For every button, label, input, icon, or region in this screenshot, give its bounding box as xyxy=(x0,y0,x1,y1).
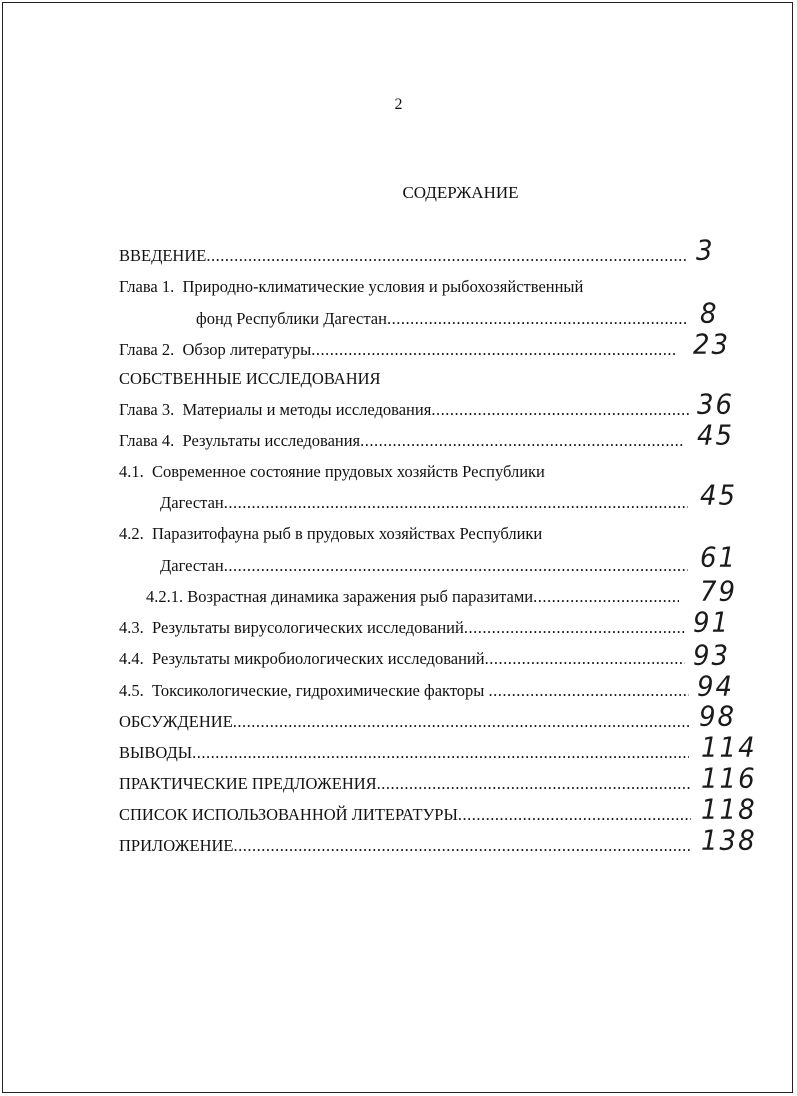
toc-entry-label: ПРАКТИЧЕСКИЕ ПРЕДЛОЖЕНИЯ xyxy=(119,774,377,793)
toc-entry-label: ПРИЛОЖЕНИЕ xyxy=(119,836,234,855)
toc-page-number: 23 xyxy=(693,329,731,361)
toc-entry-introduction[interactable] xyxy=(119,246,687,266)
toc-entry-practical-proposals[interactable] xyxy=(119,774,691,794)
toc-entry-label: Глава 4. Результаты исследования xyxy=(119,431,361,450)
toc-entry-label: 4.3. Результаты вирусологических исследований xyxy=(119,618,464,637)
toc-entry-chapter-1-line1[interactable]: Глава 1. Природно-климатические условия и рыбохозяйственный xyxy=(119,277,584,296)
toc-entry-label: Дагестан xyxy=(160,493,224,512)
toc-entry-label: 4.2.1. Возрастная динамика заражения рыб паразитами xyxy=(146,587,534,606)
toc-entry-chapter-4[interactable] xyxy=(119,431,685,451)
toc-page-number: 116 xyxy=(701,763,757,795)
toc-entry-label: 4.5. Токсикологические, гидрохимические факторы xyxy=(119,681,489,700)
page-border xyxy=(2,2,793,1093)
toc-page-number: 138 xyxy=(701,825,757,857)
toc-entry-4-2[interactable] xyxy=(160,556,688,576)
toc-entry-label: фонд Республики Дагестан xyxy=(196,309,387,328)
toc-page-number: 45 xyxy=(700,480,738,512)
toc-entry-label: СПИСОК ИСПОЛЬЗОВАННОЙ ЛИТЕРАТУРЫ xyxy=(119,805,458,824)
toc-entry-4-2-1[interactable] xyxy=(146,587,679,607)
toc-entry-discussion[interactable] xyxy=(119,712,689,732)
toc-page-number: 94 xyxy=(697,671,735,703)
toc-page-number: 91 xyxy=(693,607,731,639)
toc-entry-4-4[interactable] xyxy=(119,649,685,669)
toc-entry-4-2-line1[interactable]: 4.2. Паразитофауна рыб в прудовых хозяйствах Республики xyxy=(119,524,543,543)
toc-page-number: 36 xyxy=(697,389,735,421)
toc-entry-appendix[interactable] xyxy=(119,836,691,856)
toc-entry-4-5[interactable] xyxy=(119,681,689,701)
toc-entry-4-3[interactable] xyxy=(119,618,685,638)
toc-page-number: 61 xyxy=(700,542,738,574)
toc-entry-4-1[interactable] xyxy=(160,493,688,513)
page-title: СОДЕРЖАНИЕ xyxy=(402,183,519,202)
toc-entry-label: ВВЕДЕНИЕ xyxy=(119,246,207,265)
toc-entry-4-1-line1[interactable]: 4.1. Современное состояние прудовых хозяйств Республики xyxy=(119,462,545,481)
toc-page-number: 118 xyxy=(701,794,757,826)
toc-page-number: 45 xyxy=(697,420,735,452)
toc-entry-label: ОБСУЖДЕНИЕ xyxy=(119,712,233,731)
toc-entry-label: ВЫВОДЫ xyxy=(119,743,193,762)
toc-entry-label: Дагестан xyxy=(160,556,224,575)
toc-page-number: 114 xyxy=(701,732,757,764)
toc-entry-label: Глава 2. Обзор литературы xyxy=(119,340,312,359)
toc-entry-conclusions[interactable] xyxy=(119,743,689,763)
toc-entry-chapter-1[interactable] xyxy=(196,309,687,329)
toc-page-number: 93 xyxy=(693,640,731,672)
toc-page-number: 8 xyxy=(700,298,719,330)
toc-section-heading: СОБСТВЕННЫЕ ИССЛЕДОВАНИЯ xyxy=(119,369,381,388)
toc-entry-chapter-3[interactable] xyxy=(119,400,689,420)
toc-page-number: 98 xyxy=(699,701,737,733)
toc-page-number: 3 xyxy=(696,235,715,267)
page-number: 2 xyxy=(394,96,403,113)
toc-entry-label: Глава 3. Материалы и методы исследования xyxy=(119,400,432,419)
toc-entry-chapter-2[interactable] xyxy=(119,340,675,360)
toc-entry-references[interactable] xyxy=(119,805,691,825)
toc-page-number: 79 xyxy=(700,576,738,608)
toc-entry-label: 4.4. Результаты микробиологических исследований xyxy=(119,649,485,668)
